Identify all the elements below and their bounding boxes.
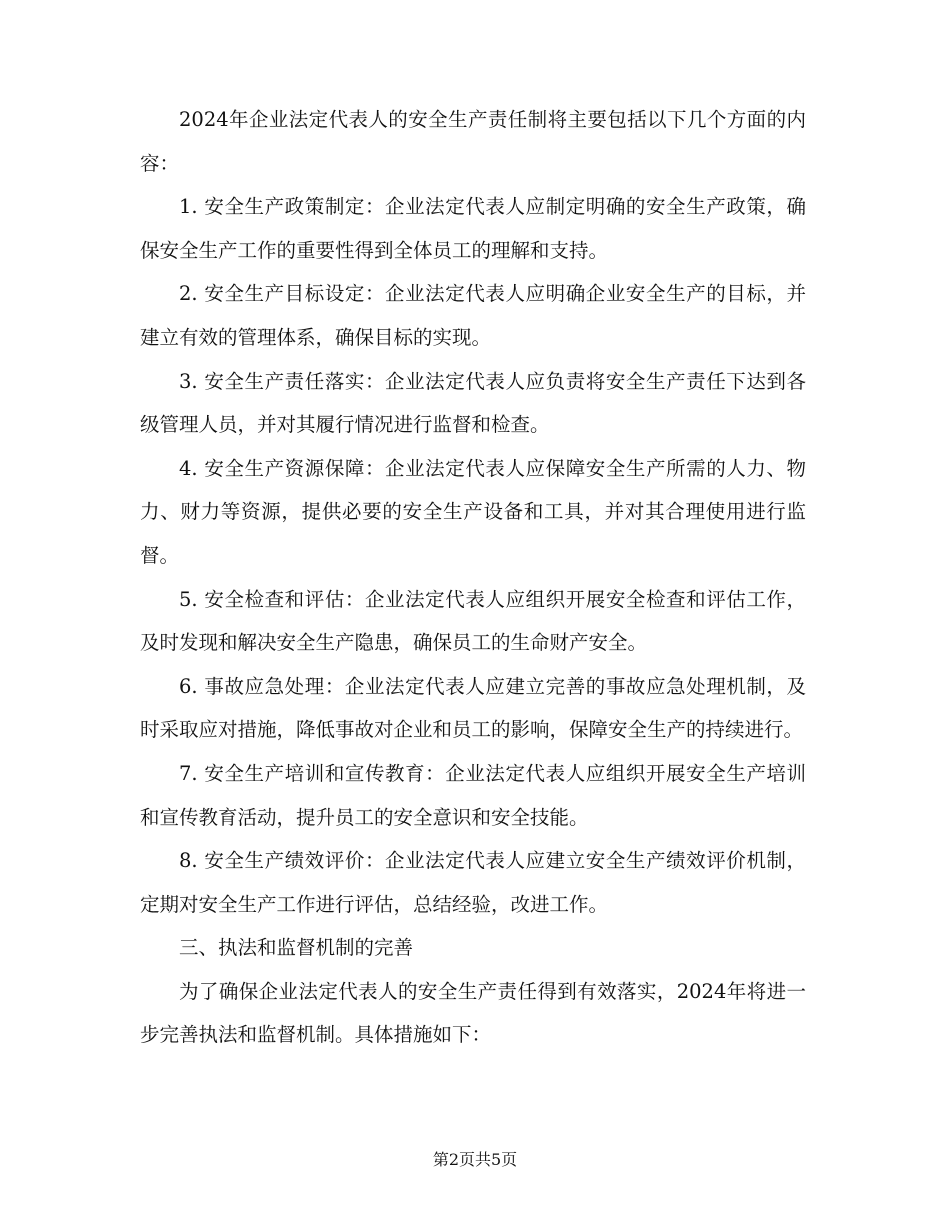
intro-paragraph: 2024年企业法定代表人的安全生产责任制将主要包括以下几个方面的内容： [140,108,806,175]
section-heading: 三、执法和监督机制的完善 [179,936,414,960]
item-6-emergency: 6. 事故应急处理：企业法定代表人应建立完善的事故应急处理机制，及时采取应对措施，降低事故对企业和员工的影响，保障安全生产的持续进行。 [140,674,806,742]
item-1-policy: 1. 安全生产政策制定：企业法定代表人应制定明确的安全生产政策，确保安全生产工作的重要性得到全体员工的理解和支持。 [140,195,806,262]
page-number-footer: 第2页共5页 [432,1150,518,1169]
document-body [140,98,806,1057]
section-intro-paragraph: 为了确保企业法定代表人的安全生产责任得到有效落实，2024年将进一步完善执法和监督机制。具体措施如下： [140,979,806,1047]
item-3-responsibility: 3. 安全生产责任落实：企业法定代表人应负责将安全生产责任下达到各级管理人员，并对其履行情况进行监督和检查。 [140,369,806,437]
item-2-goals: 2. 安全生产目标设定：企业法定代表人应明确企业安全生产的目标，并建立有效的管理体系，确保目标的实现。 [140,282,806,349]
item-7-training: 7. 安全生产培训和宣传教育：企业法定代表人应组织开展安全生产培训和宣传教育活动，提升员工的安全意识和安全技能。 [140,761,806,829]
item-5-inspection: 5. 安全检查和评估：企业法定代表人应组织开展安全检查和评估工作，及时发现和解决安全生产隐患，确保员工的生命财产安全。 [140,587,806,655]
item-8-evaluation: 8. 安全生产绩效评价：企业法定代表人应建立安全生产绩效评价机制，定期对安全生产工作进行评估，总结经验，改进工作。 [140,849,806,916]
item-4-resources: 4. 安全生产资源保障：企业法定代表人应保障安全生产所需的人力、物力、财力等资源，提供必要的安全生产设备和工具，并对其合理使用进行监督。 [140,456,806,567]
